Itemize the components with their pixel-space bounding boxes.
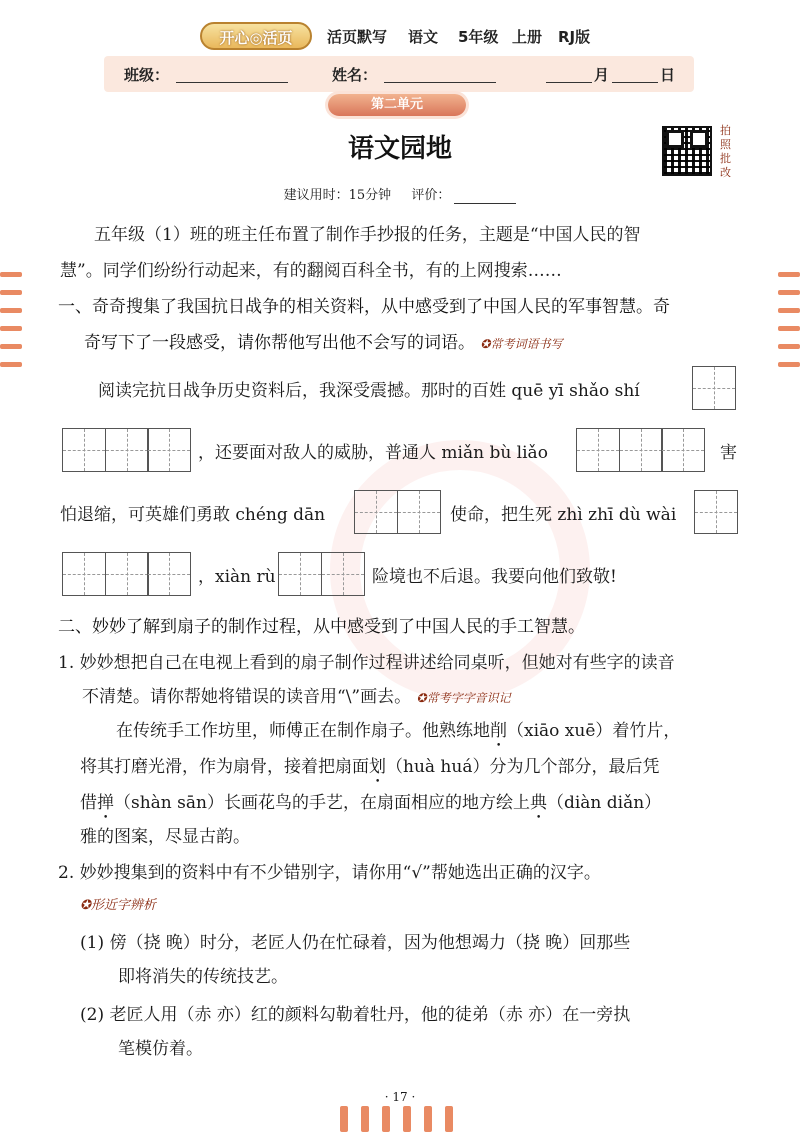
answer-grid-xian-ru[interactable]	[278, 552, 363, 596]
q2-sub2-tag: ✪形近字辨析	[80, 898, 156, 913]
q1-heading-line-2	[84, 326, 562, 361]
page-title: 语文园地	[347, 134, 452, 164]
pinyin-choice-hua[interactable]: （huà huá）分为几个部分，最后凭	[386, 757, 660, 777]
q1-row-3-text: 怕退缩，可英雄们勇敢 chéng dān	[60, 505, 326, 525]
q2-sub2-instruction: 2. 妙妙搜集到的资料中有不少错别字，请你用“√”帮她选出正确的汉字。	[58, 863, 601, 883]
day-label: 日	[660, 66, 676, 84]
name-field[interactable]	[384, 64, 496, 83]
passage-line-3	[80, 786, 770, 823]
grade-label: 5年级	[458, 28, 499, 46]
left-side-stripes	[0, 272, 22, 367]
suggested-time: 建议用时：15分钟	[283, 188, 392, 203]
passage-2a: 将其打磨光滑，作为扇骨，接着把扇面	[80, 757, 369, 777]
subject-label: 语文	[408, 28, 439, 46]
q1-row-1-text: 阅读完抗日战争历史资料后，我深受震撼。那时的百姓 quē yī shǎo shí	[98, 381, 640, 401]
item-1-line-2: 即将消失的传统技艺。	[118, 967, 288, 987]
month-label: 月	[594, 66, 610, 84]
passage-line-1	[116, 714, 756, 751]
q1-row-4-tail: 险境也不后退。我要向他们致敬!	[372, 567, 617, 587]
meta-line	[0, 184, 800, 204]
q1-tag: ✪常考词语书写	[480, 337, 563, 351]
q1-row-3-text-b: 使命，把生死 zhì zhī dù wài	[450, 505, 677, 525]
q1-row-4-text: ，xiàn rù	[198, 567, 276, 587]
answer-grid-cheng-dan[interactable]	[354, 490, 439, 534]
footer-stripes	[340, 1106, 453, 1132]
q1-row-2-text: ，还要面对敌人的威胁，普通人 miǎn bù liǎo	[198, 443, 548, 463]
passage-line-2	[80, 750, 760, 787]
evaluation-label: 评价：	[411, 188, 451, 203]
name-label: 姓名：	[332, 66, 378, 84]
month-field[interactable]	[546, 64, 592, 83]
qr-code-icon[interactable]	[662, 126, 712, 176]
item-1-line-1[interactable]: (1) 傍（挠 晚）时分，老匠人仍在忙碌着，因为他想竭力（挠 晚）回那些	[80, 933, 631, 953]
item-2-line-2: 笔模仿着。	[118, 1039, 203, 1059]
pinyin-choice-shan[interactable]: （shàn sān）长画花鸟的手艺，在扇面相应的地方绘上	[114, 793, 530, 813]
q2-heading: 二、妙妙了解到扇子的制作过程，从中感受到了中国人民的手工智慧。	[58, 617, 585, 637]
q2-sub1-tag: ✪常考字字音识记	[416, 691, 511, 705]
brand-logo: 开心◎活页	[200, 22, 312, 50]
q2-sub1-instruction: 不清楚。请你帮她将错误的读音用“\”画去。	[82, 687, 412, 707]
answer-grid-zhi-zhi-du-wai-part1[interactable]	[694, 490, 737, 534]
evaluation-field[interactable]	[454, 188, 516, 204]
q2-sub1-line-2	[82, 680, 772, 715]
day-field[interactable]	[612, 64, 658, 83]
right-side-stripes	[778, 272, 800, 367]
unit-banner: 第二单元	[328, 94, 466, 116]
answer-grid-que-yi-shao-shi-part2[interactable]	[62, 428, 190, 472]
answer-grid-que-yi-shao-shi-part1[interactable]	[692, 366, 735, 410]
intro-line-2: 慧”。同学们纷纷行动起来，有的翻阅百科全书，有的上网搜索……	[60, 261, 562, 281]
intro-line-1: 五年级（1）班的班主任布置了制作手抄报的任务，主题是“中国人民的智	[94, 225, 641, 245]
pinyin-choice-dian[interactable]: （diàn diǎn）	[546, 793, 662, 813]
passage-1a: 在传统手工作坊里，师傅正在制作扇子。他熟练地	[116, 721, 490, 741]
q2-sub1-line-1: 1. 妙妙想把自己在电视上看到的扇子制作过程讲述给同桌听，但她对有些字的读音	[58, 653, 675, 673]
item-2-line-1[interactable]: (2) 老匠人用（赤 亦）红的颜料勾勒着牡丹，他的徒弟（赤 亦）在一旁执	[80, 1005, 631, 1025]
pinyin-choice-xiao-xue[interactable]: （xiāo xuē）着竹片，	[507, 721, 681, 741]
dotted-char-dian: 典	[529, 793, 547, 813]
dotted-char-hua: 划	[369, 757, 386, 777]
q1-heading-line-1: 一、奇奇搜集了我国抗日战争的相关资料，从中感受到了中国人民的军事智慧。奇	[58, 297, 670, 317]
page-number: · 17 ·	[384, 1090, 416, 1104]
edition-label: RJ版	[558, 28, 591, 46]
volume-label: 上册	[512, 28, 543, 46]
answer-grid-zhi-zhi-du-wai-part2[interactable]	[62, 552, 190, 596]
answer-grid-mian-bu-liao[interactable]	[576, 428, 704, 472]
dotted-char-shan: 掸	[97, 793, 114, 813]
series-label: 活页默写	[327, 28, 388, 46]
q1-row-2-tail: 害	[720, 443, 737, 463]
dotted-char-xiao: 削	[490, 721, 507, 741]
passage-3a: 借	[80, 793, 97, 813]
passage-line-4: 雅的图案，尽显古韵。	[80, 827, 250, 847]
qr-caption: 拍照批改	[720, 124, 731, 179]
class-field[interactable]	[176, 64, 288, 83]
class-label: 班级：	[124, 66, 170, 84]
q1-instruction: 奇写下了一段感受，请你帮他写出他不会写的词语。	[84, 333, 475, 353]
